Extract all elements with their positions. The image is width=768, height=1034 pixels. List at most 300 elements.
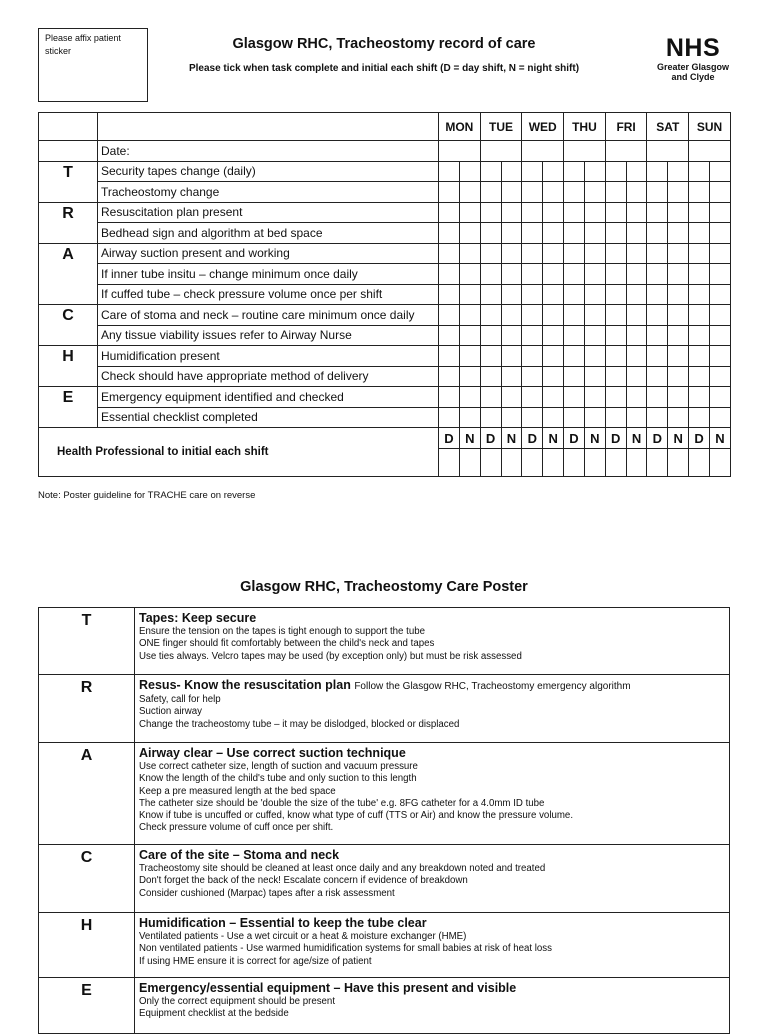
- tick-box[interactable]: [564, 387, 585, 408]
- tick-box[interactable]: [605, 182, 626, 203]
- initials-box[interactable]: [626, 449, 647, 477]
- day-header-tue: TUE: [480, 113, 522, 141]
- tick-box[interactable]: [584, 346, 605, 367]
- task-label: Tracheostomy change: [98, 182, 439, 203]
- tick-box[interactable]: [459, 223, 480, 244]
- trache-letter-r: R: [39, 202, 98, 243]
- poster-line: Tracheostomy site should be cleaned at least once daily and any breakdown noted and treated: [139, 863, 546, 874]
- tick-box[interactable]: [522, 202, 543, 223]
- tick-box[interactable]: [710, 264, 731, 285]
- tick-box[interactable]: [584, 325, 605, 346]
- nhs-logo: [650, 34, 736, 82]
- tick-box[interactable]: [543, 182, 564, 203]
- poster-line: Keep a pre measured length at the bed space: [139, 785, 336, 797]
- tick-box[interactable]: [647, 223, 668, 244]
- tick-box[interactable]: [501, 202, 522, 223]
- tick-box[interactable]: [689, 223, 710, 244]
- task-label: Care of stoma and neck – routine care minimum once daily: [98, 305, 439, 326]
- tick-box[interactable]: [564, 305, 585, 326]
- task-label: Airway suction present and working: [98, 243, 439, 264]
- day-header-thu: THU: [564, 113, 606, 141]
- poster-line: Know if tube is uncuffed or cuffed, know what type of cuff (TTS or Air) and know the pressure volume.: [139, 810, 574, 822]
- initials-box[interactable]: [439, 449, 460, 477]
- tick-box[interactable]: [710, 182, 731, 203]
- tick-box[interactable]: [564, 182, 585, 203]
- poster-line: Consider cushioned (Marpac) tapes after a risk assessment: [139, 887, 395, 899]
- tick-box[interactable]: [668, 284, 689, 305]
- tick-box[interactable]: [647, 243, 668, 264]
- tick-box[interactable]: [480, 202, 501, 223]
- day-header-fri: FRI: [605, 113, 647, 141]
- tick-box[interactable]: [480, 264, 501, 285]
- day-header-row: [39, 113, 731, 141]
- day-shift-label: D: [647, 428, 668, 449]
- task-row: [39, 305, 731, 326]
- tick-box[interactable]: [501, 243, 522, 264]
- initials-box[interactable]: [605, 449, 626, 477]
- tick-box[interactable]: [522, 223, 543, 244]
- poster-heading: [139, 848, 725, 863]
- task-label: Any tissue viability issues refer to Airway Nurse: [98, 325, 439, 346]
- tick-box[interactable]: [543, 264, 564, 285]
- trache-letter-a: A: [39, 243, 98, 305]
- tick-box[interactable]: [564, 202, 585, 223]
- tick-box[interactable]: [501, 387, 522, 408]
- nhs-logo-line2: and Clyde: [671, 72, 715, 82]
- tick-box[interactable]: [522, 366, 543, 387]
- tick-box[interactable]: [647, 366, 668, 387]
- tick-box[interactable]: [522, 243, 543, 264]
- trache-letter-e: E: [39, 387, 98, 428]
- tick-box[interactable]: [459, 202, 480, 223]
- tick-box[interactable]: [439, 305, 460, 326]
- tick-box[interactable]: [689, 387, 710, 408]
- tick-box[interactable]: [522, 305, 543, 326]
- tick-box[interactable]: [522, 182, 543, 203]
- tick-box[interactable]: [689, 202, 710, 223]
- tick-box[interactable]: [501, 325, 522, 346]
- night-shift-label: N: [543, 428, 564, 449]
- poster-line: The catheter size should be 'double the size of the tube' e.g. 8FG catheter for a 4.0mm ID tube: [139, 797, 545, 809]
- task-row: [39, 264, 731, 285]
- poster-line: Ventilated patients - Use a wet circuit or a heat & moisture exchanger (HME): [139, 931, 467, 942]
- tick-box[interactable]: [689, 243, 710, 264]
- tick-box[interactable]: [689, 346, 710, 367]
- night-shift-label: N: [584, 428, 605, 449]
- tick-box[interactable]: [710, 366, 731, 387]
- poster-row: [39, 743, 730, 845]
- poster-line: Don't forget the back of the neck! Escalate concern if evidence of breakdown: [139, 875, 468, 887]
- task-row: [39, 161, 731, 182]
- tick-box[interactable]: [522, 264, 543, 285]
- tick-box[interactable]: [668, 346, 689, 367]
- task-label: Resuscitation plan present: [98, 202, 439, 223]
- tick-box[interactable]: [584, 284, 605, 305]
- tick-box[interactable]: [710, 284, 731, 305]
- page-subtitle: Please tick when task complete and initial each shift (D = day shift, N = night shift): [188, 63, 580, 74]
- tick-box[interactable]: [480, 305, 501, 326]
- poster-letter-h: H: [39, 913, 135, 978]
- tick-box[interactable]: [522, 346, 543, 367]
- initials-box[interactable]: [459, 449, 480, 477]
- tick-box[interactable]: [439, 387, 460, 408]
- tick-box[interactable]: [480, 407, 501, 428]
- tick-box[interactable]: [689, 366, 710, 387]
- date-label: Date:: [98, 141, 439, 162]
- tick-box[interactable]: [605, 407, 626, 428]
- tick-box[interactable]: [439, 325, 460, 346]
- tick-box[interactable]: [710, 325, 731, 346]
- tick-box[interactable]: [480, 182, 501, 203]
- date-cell-wed[interactable]: [522, 141, 564, 162]
- tick-box[interactable]: [689, 284, 710, 305]
- task-row: [39, 407, 731, 428]
- poster-content: [135, 743, 730, 845]
- poster-letter-r: R: [39, 675, 135, 743]
- task-label: Security tapes change (daily): [98, 161, 439, 182]
- date-cell-tue[interactable]: [480, 141, 522, 162]
- tick-box[interactable]: [626, 346, 647, 367]
- task-row: [39, 223, 731, 244]
- tick-box[interactable]: [605, 346, 626, 367]
- initials-box[interactable]: [668, 449, 689, 477]
- health-professional-label: Health Professional to initial each shift: [39, 428, 439, 477]
- task-label: If inner tube insitu – change minimum once daily: [98, 264, 439, 285]
- tick-box[interactable]: [605, 387, 626, 408]
- tick-box[interactable]: [459, 325, 480, 346]
- tick-box[interactable]: [543, 407, 564, 428]
- tick-box[interactable]: [584, 223, 605, 244]
- tick-box[interactable]: [480, 387, 501, 408]
- tick-box[interactable]: [459, 366, 480, 387]
- tick-box[interactable]: [584, 264, 605, 285]
- blank-cell: [39, 113, 98, 141]
- initials-box[interactable]: [710, 449, 731, 477]
- poster-heading: [139, 746, 725, 761]
- day-shift-label: D: [564, 428, 585, 449]
- poster-row: [39, 608, 730, 675]
- tick-box[interactable]: [605, 366, 626, 387]
- tick-box[interactable]: [626, 366, 647, 387]
- poster-line: Ensure the tension on the tapes is tight enough to support the tube: [139, 626, 425, 637]
- tick-box[interactable]: [647, 202, 668, 223]
- tick-box[interactable]: [605, 264, 626, 285]
- tick-box[interactable]: [668, 223, 689, 244]
- date-cell-sat[interactable]: [647, 141, 689, 162]
- tick-box[interactable]: [459, 305, 480, 326]
- tick-box[interactable]: [626, 223, 647, 244]
- task-row: [39, 182, 731, 203]
- poster-row: [39, 675, 730, 743]
- tick-box[interactable]: [668, 243, 689, 264]
- tick-box[interactable]: [480, 346, 501, 367]
- tick-box[interactable]: [605, 325, 626, 346]
- tick-box[interactable]: [584, 366, 605, 387]
- day-header-sun: SUN: [689, 113, 731, 141]
- tick-box[interactable]: [584, 202, 605, 223]
- poster-letter-e: E: [39, 978, 135, 1034]
- tick-box[interactable]: [647, 264, 668, 285]
- poster-heading: [139, 611, 725, 626]
- night-shift-label: N: [668, 428, 689, 449]
- tick-box[interactable]: [689, 161, 710, 182]
- tick-box[interactable]: [564, 161, 585, 182]
- tick-box[interactable]: [564, 223, 585, 244]
- tick-box[interactable]: [710, 161, 731, 182]
- tick-box[interactable]: [439, 182, 460, 203]
- tick-box[interactable]: [543, 305, 564, 326]
- tick-box[interactable]: [710, 243, 731, 264]
- poster-heading-text: Humidification – Essential to keep the tube clear: [139, 916, 427, 930]
- tick-box[interactable]: [480, 325, 501, 346]
- tick-box[interactable]: [501, 161, 522, 182]
- tick-box[interactable]: [459, 161, 480, 182]
- tick-box[interactable]: [710, 223, 731, 244]
- night-shift-label: N: [501, 428, 522, 449]
- poster-content: [135, 608, 730, 675]
- tick-box[interactable]: [501, 407, 522, 428]
- tick-box[interactable]: [689, 305, 710, 326]
- tick-box[interactable]: [584, 161, 605, 182]
- initials-box[interactable]: [480, 449, 501, 477]
- tick-box[interactable]: [501, 366, 522, 387]
- tick-box[interactable]: [459, 407, 480, 428]
- poster-heading: [139, 916, 725, 931]
- poster-heading-text: Resus- Know the resuscitation plan: [139, 678, 351, 692]
- tick-box[interactable]: [668, 305, 689, 326]
- task-row: [39, 202, 731, 223]
- tick-box[interactable]: [710, 202, 731, 223]
- day-shift-label: D: [605, 428, 626, 449]
- tick-box[interactable]: [668, 161, 689, 182]
- tick-box[interactable]: [480, 161, 501, 182]
- tick-box[interactable]: [710, 407, 731, 428]
- tick-box[interactable]: [459, 284, 480, 305]
- night-shift-label: N: [459, 428, 480, 449]
- tick-box[interactable]: [710, 305, 731, 326]
- tick-box[interactable]: [584, 305, 605, 326]
- date-cell-fri[interactable]: [605, 141, 647, 162]
- tick-box[interactable]: [564, 243, 585, 264]
- initials-box[interactable]: [543, 449, 564, 477]
- tick-box[interactable]: [543, 161, 564, 182]
- tick-box[interactable]: [647, 346, 668, 367]
- tick-box[interactable]: [626, 202, 647, 223]
- tick-box[interactable]: [522, 161, 543, 182]
- tick-box[interactable]: [501, 284, 522, 305]
- tick-box[interactable]: [647, 407, 668, 428]
- tick-box[interactable]: [439, 202, 460, 223]
- tick-box[interactable]: [439, 264, 460, 285]
- tick-box[interactable]: [564, 264, 585, 285]
- initials-box[interactable]: [647, 449, 668, 477]
- tick-box[interactable]: [647, 305, 668, 326]
- tick-box[interactable]: [501, 182, 522, 203]
- tick-box[interactable]: [626, 284, 647, 305]
- tick-box[interactable]: [501, 305, 522, 326]
- tick-box[interactable]: [584, 387, 605, 408]
- tick-box[interactable]: [439, 243, 460, 264]
- tick-box[interactable]: [710, 346, 731, 367]
- tick-box[interactable]: [543, 325, 564, 346]
- tick-box[interactable]: [564, 366, 585, 387]
- tick-box[interactable]: [439, 346, 460, 367]
- tick-box[interactable]: [543, 223, 564, 244]
- poster-content: [135, 845, 730, 913]
- tick-box[interactable]: [564, 346, 585, 367]
- poster-title: Glasgow RHC, Tracheostomy Care Poster: [240, 579, 528, 595]
- tick-box[interactable]: [543, 366, 564, 387]
- tick-box[interactable]: [626, 407, 647, 428]
- trache-letter-t: T: [39, 161, 98, 202]
- task-label: Humidification present: [98, 346, 439, 367]
- tick-box[interactable]: [626, 243, 647, 264]
- tick-box[interactable]: [543, 346, 564, 367]
- nhs-logo-line1: Greater Glasgow: [656, 62, 730, 72]
- tick-box[interactable]: [501, 346, 522, 367]
- initials-box[interactable]: [689, 449, 710, 477]
- date-row: [39, 141, 731, 162]
- tick-box[interactable]: [668, 366, 689, 387]
- task-label: Bedhead sign and algorithm at bed space: [98, 223, 439, 244]
- trache-letter-h: H: [39, 346, 98, 387]
- tick-box[interactable]: [668, 407, 689, 428]
- task-label: Check should have appropriate method of delivery: [98, 366, 439, 387]
- blank-cell: [98, 113, 439, 141]
- record-of-care-table: [38, 112, 731, 477]
- tick-box[interactable]: [522, 407, 543, 428]
- date-cell-mon[interactable]: [439, 141, 481, 162]
- task-row: [39, 284, 731, 305]
- poster-letter-a: A: [39, 743, 135, 845]
- tick-box[interactable]: [522, 284, 543, 305]
- tick-box[interactable]: [689, 407, 710, 428]
- tick-box[interactable]: [439, 284, 460, 305]
- task-label: If cuffed tube – check pressure volume once per shift: [98, 284, 439, 305]
- tick-box[interactable]: [439, 407, 460, 428]
- tick-box[interactable]: [543, 243, 564, 264]
- poster-line: Use correct catheter size, length of suction and vacuum pressure: [139, 761, 418, 772]
- day-header-mon: MON: [439, 113, 481, 141]
- tick-box[interactable]: [605, 202, 626, 223]
- poster-content: [135, 675, 730, 743]
- tick-box[interactable]: [480, 243, 501, 264]
- poster-letter-t: T: [39, 608, 135, 675]
- tick-box[interactable]: [501, 223, 522, 244]
- tick-box[interactable]: [459, 346, 480, 367]
- poster-line: Know the length of the child's tube and only suction to this length: [139, 773, 417, 785]
- tick-box[interactable]: [668, 182, 689, 203]
- tick-box[interactable]: [564, 325, 585, 346]
- poster-line: If using HME ensure it is correct for age/size of patient: [139, 955, 372, 967]
- sticker-label: Please affix patient sticker: [45, 33, 121, 56]
- day-shift-label: D: [522, 428, 543, 449]
- tick-box[interactable]: [710, 387, 731, 408]
- tick-box[interactable]: [647, 325, 668, 346]
- tick-box[interactable]: [626, 182, 647, 203]
- poster-line: Use ties always. Velcro tapes may be used (by exception only) but must be risk assessed: [139, 650, 522, 662]
- tick-box[interactable]: [480, 366, 501, 387]
- tick-box[interactable]: [584, 182, 605, 203]
- tick-box[interactable]: [689, 325, 710, 346]
- tick-box[interactable]: [459, 387, 480, 408]
- tick-box[interactable]: [647, 284, 668, 305]
- tick-box[interactable]: [543, 284, 564, 305]
- date-cell-sun[interactable]: [689, 141, 731, 162]
- poster-row: [39, 845, 730, 913]
- tick-box[interactable]: [626, 387, 647, 408]
- tick-box[interactable]: [647, 182, 668, 203]
- task-row: [39, 387, 731, 408]
- tick-box[interactable]: [564, 284, 585, 305]
- tick-box[interactable]: [626, 161, 647, 182]
- tick-box[interactable]: [480, 223, 501, 244]
- tick-box[interactable]: [459, 243, 480, 264]
- poster-heading: [139, 981, 725, 996]
- date-cell-thu[interactable]: [564, 141, 606, 162]
- tick-box[interactable]: [459, 182, 480, 203]
- tick-box[interactable]: [584, 243, 605, 264]
- tick-box[interactable]: [501, 264, 522, 285]
- tick-box[interactable]: [668, 202, 689, 223]
- poster-content: [135, 913, 730, 978]
- tick-box[interactable]: [605, 243, 626, 264]
- page-title: Glasgow RHC, Tracheostomy record of care: [232, 36, 536, 52]
- poster-heading-text: Airway clear – Use correct suction technique: [139, 746, 406, 760]
- task-row: [39, 366, 731, 387]
- tick-box[interactable]: [626, 305, 647, 326]
- tick-box[interactable]: [668, 264, 689, 285]
- initials-box[interactable]: [501, 449, 522, 477]
- tick-box[interactable]: [480, 284, 501, 305]
- task-row: [39, 346, 731, 367]
- tick-box[interactable]: [605, 284, 626, 305]
- day-header-sat: SAT: [647, 113, 689, 141]
- tick-box[interactable]: [647, 387, 668, 408]
- nhs-logo-text: NHS: [665, 34, 721, 62]
- tick-box[interactable]: [605, 223, 626, 244]
- tick-box[interactable]: [689, 264, 710, 285]
- tick-box[interactable]: [564, 407, 585, 428]
- poster-letter-c: C: [39, 845, 135, 913]
- night-shift-label: N: [710, 428, 731, 449]
- poster-heading-follow: Follow the Glasgow RHC, Tracheostomy emergency algorithm: [354, 681, 631, 692]
- tick-box[interactable]: [459, 264, 480, 285]
- tick-box[interactable]: [439, 223, 460, 244]
- tick-box[interactable]: [626, 325, 647, 346]
- tick-box[interactable]: [522, 387, 543, 408]
- tick-box[interactable]: [605, 161, 626, 182]
- reverse-note: Note: Poster guideline for TRACHE care on reverse: [38, 490, 256, 501]
- tick-box[interactable]: [689, 182, 710, 203]
- tick-box[interactable]: [439, 161, 460, 182]
- day-shift-label: D: [689, 428, 710, 449]
- tick-box[interactable]: [522, 325, 543, 346]
- tick-box[interactable]: [439, 366, 460, 387]
- tick-box[interactable]: [605, 305, 626, 326]
- tick-box[interactable]: [668, 325, 689, 346]
- initials-box[interactable]: [564, 449, 585, 477]
- poster-heading-text: Tapes: Keep secure: [139, 611, 257, 625]
- tick-box[interactable]: [626, 264, 647, 285]
- tick-box[interactable]: [647, 161, 668, 182]
- tick-box[interactable]: [584, 407, 605, 428]
- tick-box[interactable]: [668, 387, 689, 408]
- tick-box[interactable]: [543, 387, 564, 408]
- tick-box[interactable]: [543, 202, 564, 223]
- initials-box[interactable]: [584, 449, 605, 477]
- initials-box[interactable]: [522, 449, 543, 477]
